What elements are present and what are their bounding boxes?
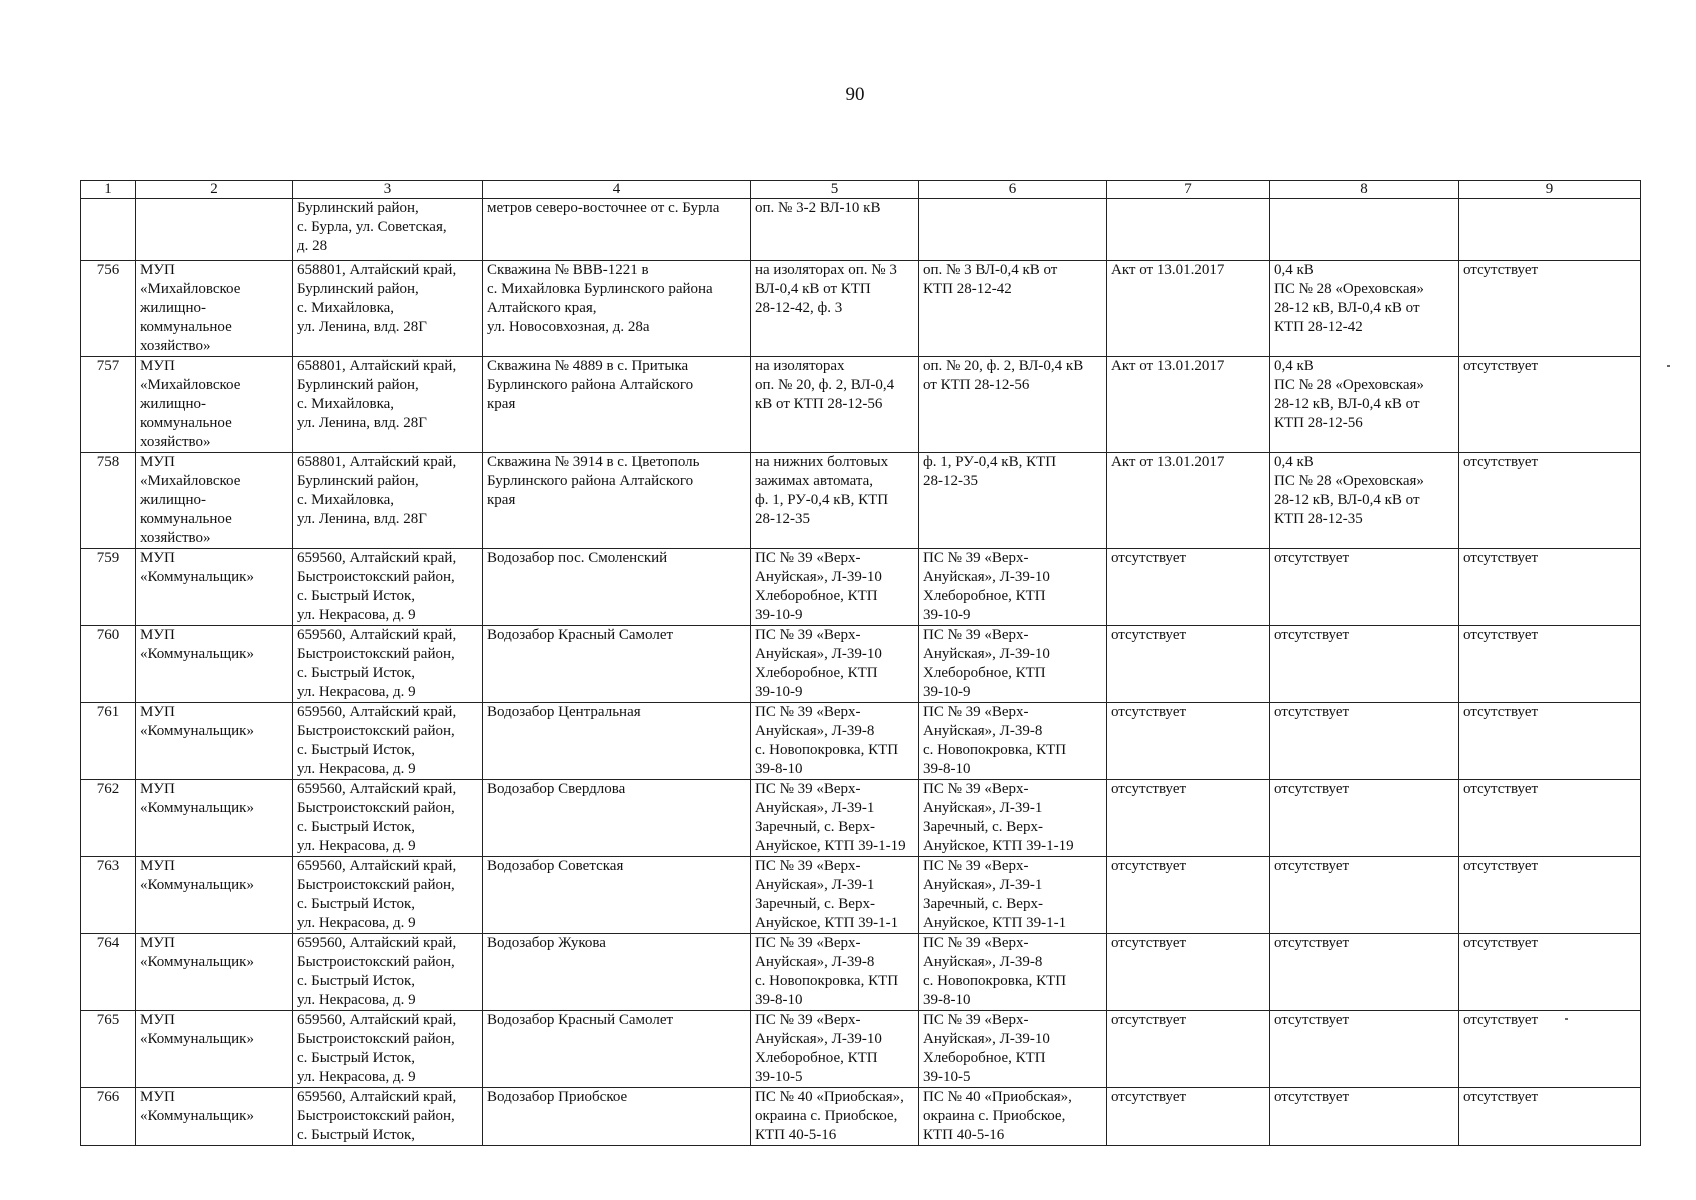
note-cell: отсутствует — [1459, 626, 1641, 703]
column-header: 1 — [81, 181, 136, 199]
object-cell: Водозабор Советская — [483, 857, 751, 934]
address-cell: 658801, Алтайский край, Бурлинский район, с. Михайловка, ул. Ленина, влд. 28Г — [293, 357, 483, 453]
note-cell: отсутствует — [1459, 934, 1641, 1011]
table-row — [81, 1088, 1641, 1146]
page-number: 90 — [845, 84, 865, 105]
voltage-cell — [1270, 199, 1459, 261]
table-row — [81, 261, 1641, 357]
column-header: 2 — [136, 181, 293, 199]
connection-point-cell: ПС № 39 «Верх- Ануйская», Л-39-10 Хлеборобное, КТП 39-10-9 — [751, 549, 919, 626]
column-header: 8 — [1270, 181, 1459, 199]
address-cell: Бурлинский район, с. Бурла, ул. Советская, д. 28 — [293, 199, 483, 261]
boundary-cell: ПС № 39 «Верх- Ануйская», Л-39-1 Заречный, с. Верх- Ануйское, КТП 39-1-19 — [919, 780, 1107, 857]
address-cell: 659560, Алтайский край, Быстроистокский район, с. Быстрый Исток, ул. Некрасова, д. 9 — [293, 549, 483, 626]
connection-point-cell: на изоляторах оп. № 20, ф. 2, ВЛ-0,4 кВ от КТП 28-12-56 — [751, 357, 919, 453]
row-number-cell: 757 — [81, 357, 136, 453]
boundary-cell: ПС № 39 «Верх- Ануйская», Л-39-10 Хлеборобное, КТП 39-10-5 — [919, 1011, 1107, 1088]
object-cell: Водозабор Центральная — [483, 703, 751, 780]
act-cell — [1107, 199, 1270, 261]
object-cell: Водозабор Жукова — [483, 934, 751, 1011]
table-row — [81, 857, 1641, 934]
table-row — [81, 1011, 1641, 1088]
connection-point-cell: на изоляторах оп. № 3 ВЛ-0,4 кВ от КТП 28-12-42, ф. 3 — [751, 261, 919, 357]
organization-cell: МУП «Коммунальщик» — [136, 549, 293, 626]
table-row — [81, 780, 1641, 857]
column-header: 5 — [751, 181, 919, 199]
act-cell: отсутствует — [1107, 549, 1270, 626]
header-row — [81, 181, 1641, 199]
act-cell: отсутствует — [1107, 780, 1270, 857]
row-number-cell — [81, 199, 136, 261]
address-cell: 659560, Алтайский край, Быстроистокский район, с. Быстрый Исток, ул. Некрасова, д. 9 — [293, 780, 483, 857]
voltage-cell: 0,4 кВ ПС № 28 «Ореховская» 28-12 кВ, ВЛ-0,4 кВ от КТП 28-12-35 — [1270, 453, 1459, 549]
connection-point-cell: на нижних болтовых зажимах автомата, ф. 1, РУ-0,4 кВ, КТП 28-12-35 — [751, 453, 919, 549]
connection-point-cell: ПС № 39 «Верх- Ануйская», Л-39-8 с. Новопокровка, КТП 39-8-10 — [751, 703, 919, 780]
note-cell: отсутствует — [1459, 780, 1641, 857]
act-cell: отсутствует — [1107, 626, 1270, 703]
act-cell: отсутствует — [1107, 1088, 1270, 1146]
object-cell: Скважина № ВВВ-1221 в с. Михайловка Бурлинского района Алтайского края, ул. Новосовхозная, д. 28а — [483, 261, 751, 357]
object-cell: Водозабор Красный Самолет — [483, 1011, 751, 1088]
address-cell: 659560, Алтайский край, Быстроистокский район, с. Быстрый Исток, ул. Некрасова, д. 9 — [293, 703, 483, 780]
data-table — [80, 180, 1641, 1146]
organization-cell: МУП «Коммунальщик» — [136, 1011, 293, 1088]
address-cell: 659560, Алтайский край, Быстроистокский район, с. Быстрый Исток, ул. Некрасова, д. 9 — [293, 626, 483, 703]
table-row — [81, 357, 1641, 453]
note-cell: отсутствует — [1459, 1088, 1641, 1146]
act-cell: Акт от 13.01.2017 — [1107, 357, 1270, 453]
organization-cell: МУП «Коммунальщик» — [136, 857, 293, 934]
row-number-cell: 758 — [81, 453, 136, 549]
organization-cell: МУП «Коммунальщик» — [136, 780, 293, 857]
voltage-cell: отсутствует — [1270, 780, 1459, 857]
boundary-cell: ПС № 39 «Верх- Ануйская», Л-39-10 Хлеборобное, КТП 39-10-9 — [919, 626, 1107, 703]
column-header: 9 — [1459, 181, 1641, 199]
act-cell: отсутствует — [1107, 857, 1270, 934]
column-header: 6 — [919, 181, 1107, 199]
object-cell: метров северо-восточнее от с. Бурла — [483, 199, 751, 261]
act-cell: Акт от 13.01.2017 — [1107, 261, 1270, 357]
boundary-cell: ПС № 39 «Верх- Ануйская», Л-39-1 Заречный, с. Верх- Ануйское, КТП 39-1-1 — [919, 857, 1107, 934]
connection-point-cell: ПС № 39 «Верх- Ануйская», Л-39-1 Заречный, с. Верх- Ануйское, КТП 39-1-19 — [751, 780, 919, 857]
organization-cell: МУП «Коммунальщик» — [136, 1088, 293, 1146]
organization-cell: МУП «Коммунальщик» — [136, 934, 293, 1011]
boundary-cell: ПС № 39 «Верх- Ануйская», Л-39-8 с. Новопокровка, КТП 39-8-10 — [919, 934, 1107, 1011]
connection-point-cell: ПС № 39 «Верх- Ануйская», Л-39-10 Хлеборобное, КТП 39-10-5 — [751, 1011, 919, 1088]
row-number-cell: 764 — [81, 934, 136, 1011]
object-cell: Водозабор Красный Самолет — [483, 626, 751, 703]
act-cell: отсутствует — [1107, 703, 1270, 780]
row-number-cell: 763 — [81, 857, 136, 934]
boundary-cell: ПС № 39 «Верх- Ануйская», Л-39-10 Хлеборобное, КТП 39-10-9 — [919, 549, 1107, 626]
table-row — [81, 453, 1641, 549]
act-cell: отсутствует — [1107, 934, 1270, 1011]
row-number-cell: 762 — [81, 780, 136, 857]
object-cell: Скважина № 3914 в с. Цветополь Бурлинского района Алтайского края — [483, 453, 751, 549]
voltage-cell: отсутствует — [1270, 934, 1459, 1011]
boundary-cell: ПС № 39 «Верх- Ануйская», Л-39-8 с. Новопокровка, КТП 39-8-10 — [919, 703, 1107, 780]
address-cell: 659560, Алтайский край, Быстроистокский район, с. Быстрый Исток, — [293, 1088, 483, 1146]
column-header: 3 — [293, 181, 483, 199]
row-number-cell: 766 — [81, 1088, 136, 1146]
organization-cell: МУП «Михайловское жилищно- коммунальное хозяйство» — [136, 261, 293, 357]
connection-point-cell: ПС № 39 «Верх- Ануйская», Л-39-8 с. Новопокровка, КТП 39-8-10 — [751, 934, 919, 1011]
organization-cell: МУП «Михайловское жилищно- коммунальное хозяйство» — [136, 453, 293, 549]
address-cell: 659560, Алтайский край, Быстроистокский район, с. Быстрый Исток, ул. Некрасова, д. 9 — [293, 857, 483, 934]
note-cell — [1459, 199, 1641, 261]
row-number-cell: 759 — [81, 549, 136, 626]
act-cell: отсутствует — [1107, 1011, 1270, 1088]
note-cell: отсутствует — [1459, 703, 1641, 780]
note-cell: отсутствует — [1459, 357, 1641, 453]
voltage-cell: отсутствует — [1270, 857, 1459, 934]
boundary-cell: ПС № 40 «Приобская», окраина с. Приобское, КТП 40-5-16 — [919, 1088, 1107, 1146]
address-cell: 659560, Алтайский край, Быстроистокский район, с. Быстрый Исток, ул. Некрасова, д. 9 — [293, 1011, 483, 1088]
boundary-cell: ф. 1, РУ-0,4 кВ, КТП 28-12-35 — [919, 453, 1107, 549]
table-body — [81, 199, 1641, 1146]
voltage-cell: 0,4 кВ ПС № 28 «Ореховская» 28-12 кВ, ВЛ-0,4 кВ от КТП 28-12-56 — [1270, 357, 1459, 453]
object-cell: Водозабор Приобское — [483, 1088, 751, 1146]
organization-cell: МУП «Коммунальщик» — [136, 626, 293, 703]
note-cell: отсутствует — [1459, 261, 1641, 357]
voltage-cell: отсутствует — [1270, 1088, 1459, 1146]
note-cell: отсутствует — [1459, 453, 1641, 549]
table-row — [81, 199, 1641, 261]
scan-mark — [1667, 365, 1670, 367]
organization-cell: МУП «Михайловское жилищно- коммунальное хозяйство» — [136, 357, 293, 453]
scan-mark — [1565, 1018, 1568, 1020]
row-number-cell: 765 — [81, 1011, 136, 1088]
row-number-cell: 761 — [81, 703, 136, 780]
row-number-cell: 760 — [81, 626, 136, 703]
column-header: 4 — [483, 181, 751, 199]
connection-point-cell: ПС № 39 «Верх- Ануйская», Л-39-1 Заречный, с. Верх- Ануйское, КТП 39-1-1 — [751, 857, 919, 934]
address-cell: 659560, Алтайский край, Быстроистокский район, с. Быстрый Исток, ул. Некрасова, д. 9 — [293, 934, 483, 1011]
organization-cell — [136, 199, 293, 261]
address-cell: 658801, Алтайский край, Бурлинский район, с. Михайловка, ул. Ленина, влд. 28Г — [293, 261, 483, 357]
voltage-cell: отсутствует — [1270, 549, 1459, 626]
boundary-cell — [919, 199, 1107, 261]
object-cell: Водозабор Свердлова — [483, 780, 751, 857]
connection-point-cell: оп. № 3-2 ВЛ-10 кВ — [751, 199, 919, 261]
object-cell: Водозабор пос. Смоленский — [483, 549, 751, 626]
address-cell: 658801, Алтайский край, Бурлинский район, с. Михайловка, ул. Ленина, влд. 28Г — [293, 453, 483, 549]
organization-cell: МУП «Коммунальщик» — [136, 703, 293, 780]
table-row — [81, 549, 1641, 626]
voltage-cell: 0,4 кВ ПС № 28 «Ореховская» 28-12 кВ, ВЛ-0,4 кВ от КТП 28-12-42 — [1270, 261, 1459, 357]
note-cell: отсутствует — [1459, 857, 1641, 934]
boundary-cell: оп. № 20, ф. 2, ВЛ-0,4 кВ от КТП 28-12-56 — [919, 357, 1107, 453]
row-number-cell: 756 — [81, 261, 136, 357]
voltage-cell: отсутствует — [1270, 626, 1459, 703]
table-row — [81, 626, 1641, 703]
voltage-cell: отсутствует — [1270, 703, 1459, 780]
table-row — [81, 934, 1641, 1011]
column-header: 7 — [1107, 181, 1270, 199]
boundary-cell: оп. № 3 ВЛ-0,4 кВ от КТП 28-12-42 — [919, 261, 1107, 357]
note-cell: отсутствует — [1459, 549, 1641, 626]
connection-point-cell: ПС № 39 «Верх- Ануйская», Л-39-10 Хлеборобное, КТП 39-10-9 — [751, 626, 919, 703]
connection-point-cell: ПС № 40 «Приобская», окраина с. Приобское, КТП 40-5-16 — [751, 1088, 919, 1146]
note-cell: отсутствует — [1459, 1011, 1641, 1088]
table-row — [81, 703, 1641, 780]
act-cell: Акт от 13.01.2017 — [1107, 453, 1270, 549]
voltage-cell: отсутствует — [1270, 1011, 1459, 1088]
object-cell: Скважина № 4889 в с. Притыка Бурлинского района Алтайского края — [483, 357, 751, 453]
